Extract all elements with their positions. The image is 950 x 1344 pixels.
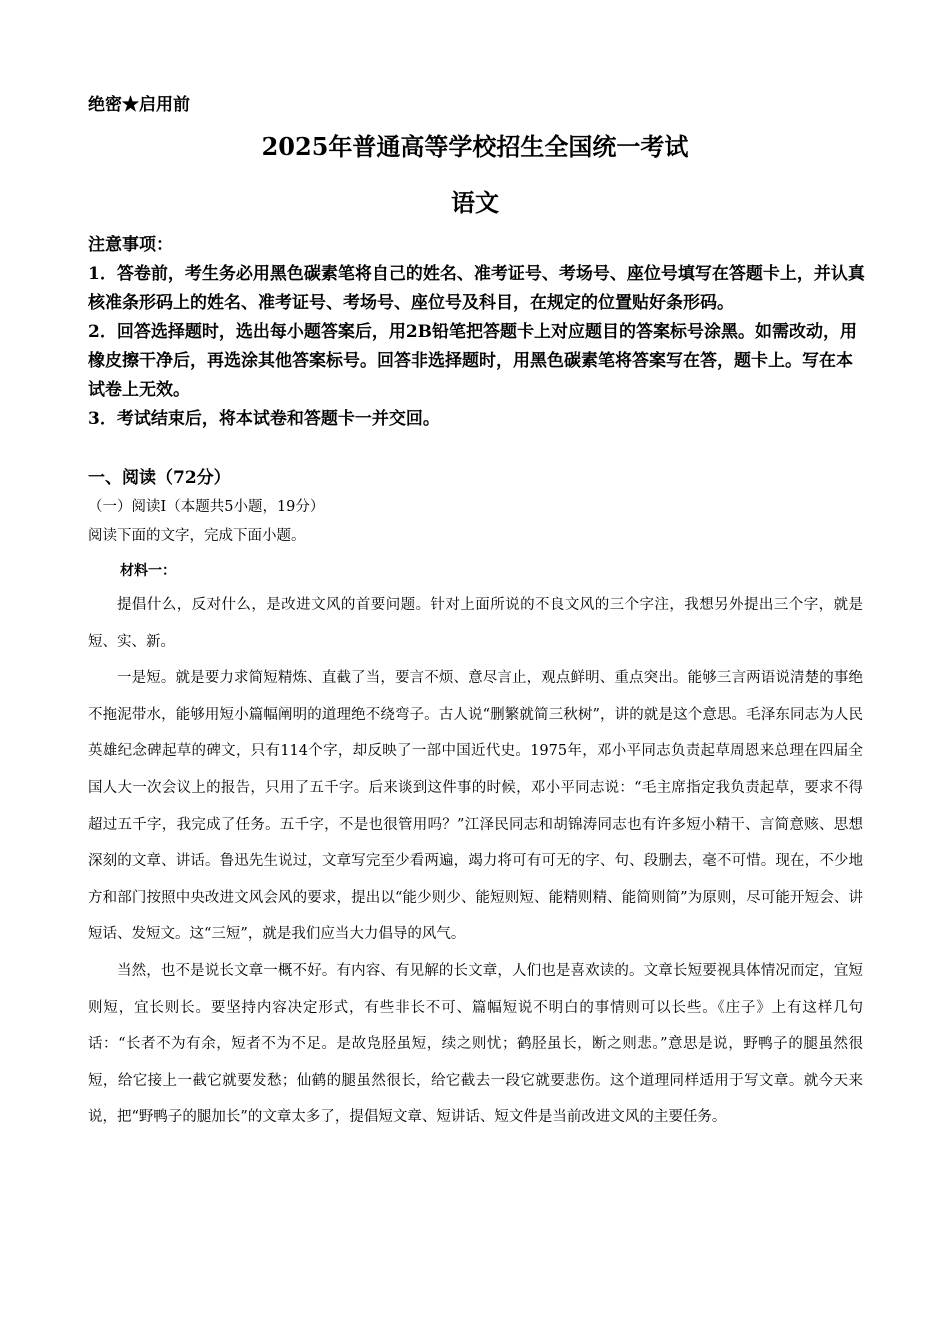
paragraph: 一是短。就是要力求简短精炼、直截了当，要言不烦、意尽言止，观点鲜明、重点突出。能够三言两语说清楚的事绝不拖泥带水，能够用短小篇幅阐明的道理绝不绕弯子。古人说“删繁就简三秋树”，讲的就是这个意思。毛泽东同志为人民英雄纪念碑起草的碑文，只有114个字，却反映了一部中国近代史。1975年，邓小平同志负责起草周恩来总理在四届全国人大一次会议上的报告，只用了五千字。后来谈到这件事的时候，邓小平同志说：“毛主席指定我负责起草，要求不得超过五千字，我完成了任务。五千字，不是也很管用吗？”江泽民同志和胡锦涛同志也有许多短小精干、言简意赅、思想深刻的文章、讲话。鲁迅先生说过，文章写完至少看两遍，竭力将可有可无的字、句、段删去，毫不可惜。现在，不少地方和部门按照中央改进文风会风的要求，提出以“能少则少、能短则短、能精则精、能简则简”为原则，尽可能开短会、讲短话、发短文。这“三短”，就是我们应当大力倡导的风气。 [88, 670, 863, 943]
paragraph: 当然，也不是说长文章一概不好。有内容、有见解的长文章，人们也是喜欢读的。文章长短要视具体情况而定，宜短则短，宜长则长。要坚持内容决定形式，有些非长不可、篇幅短说不明白的事情则可以长些。《庄子》上有这样几句话：“长者不为有余，短者不为不足。是故凫胫虽短，续之则忧；鹤胫虽长，断之则悲。”意思是说，野鸭子的腿虽然很短，给它接上一截它就要发愁；仙鹤的腿虽然很长，给它截去一段它就要悲伤。这个道理同样适用于写文章。就今天来说，把“野鸭子的腿加长”的文章太多了，提倡短文章、短讲话、短文件是当前改进文风的主要任务。 [88, 962, 863, 1126]
material-label: 材料一： [120, 563, 176, 579]
reading-instruction: 阅读下面的文字，完成下面小题。 [88, 528, 306, 544]
notice-heading: 注意事项： [88, 235, 173, 255]
notice-block [88, 231, 868, 434]
paragraph: 提倡什么，反对什么，是改进文风的首要问题。针对上面所说的不良文风的三个字注，我想另外提出三个字，就是短、实、新。 [88, 597, 863, 650]
subject-title: 语文 [451, 188, 499, 217]
secret-mark: 绝密★启用前 [88, 95, 190, 115]
notice-item-3: 3．考试结束后，将本试卷和答题卡一并交回。 [88, 409, 440, 429]
notice-item-1: 1．答卷前，考生务必用黑色碳素笔将自己的姓名、准考证号、考场号、座位号填写在答题卡上，并认真核准条形码上的姓名、准考证号、考场号、座位号及科目，在规定的位置贴好条形码。 [88, 264, 865, 313]
material-text [88, 587, 863, 1136]
section-heading: 一、阅读（72分） [88, 468, 231, 488]
exam-title: 2025年普通高等学校招生全国统一考试 [261, 132, 689, 161]
section-subheading: （一）阅读I（本题共5小题，19分） [88, 499, 325, 515]
notice-item-2: 2．回答选择题时，选出每小题答案后，用2B铅笔把答题卡上对应题目的答案标号涂黑。如需改动，用橡皮擦干净后，再选涂其他答案标号。回答非选择题时，用黑色碳素笔将答案写在答，题卡上。写在本试卷上无效。 [88, 322, 858, 400]
